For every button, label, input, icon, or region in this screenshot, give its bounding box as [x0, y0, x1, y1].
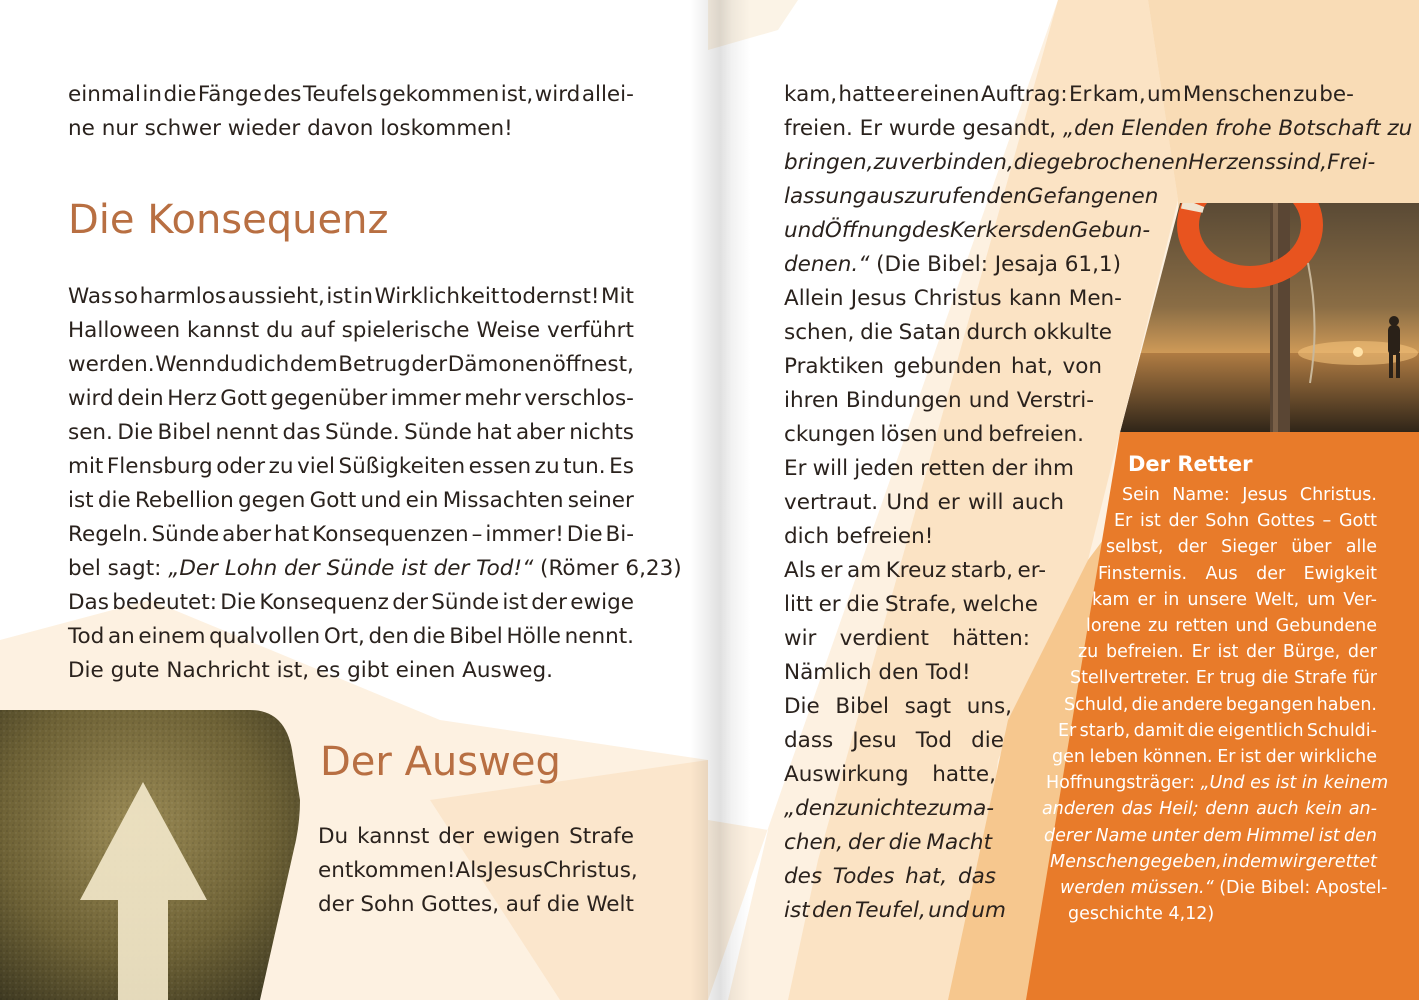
bible-quote: „Und es ist in keinem: [1200, 773, 1389, 794]
text-line: [784, 248, 1154, 282]
text-line: sen. Die Bibel nennt das Sünde. Sünde hat aber nichts: [68, 420, 634, 445]
text-line: wir verdient hätten:: [784, 626, 1030, 651]
text-fragment: freien. Er wurde gesandt,: [784, 116, 1063, 141]
box-line: [1060, 875, 1388, 901]
arrow-road-photo: [0, 710, 300, 1000]
box-line: Stellvertreter. Er trug die Strafe für: [1070, 668, 1377, 689]
konsequenz-paragraph: [68, 280, 682, 688]
box-line: selbst, der Sieger über alle: [1106, 537, 1377, 558]
lifebuoy-sunset-photo: [1120, 203, 1419, 433]
text-line: werden. Wenn du dich dem Betrug der Dämonen öffnest,: [68, 352, 634, 377]
text-line: dass Jesu Tod die: [784, 728, 1004, 753]
right-quote-paragraph: [784, 180, 1159, 282]
text-line: vertraut. Und er will auch: [784, 490, 1064, 515]
text-line: einmal in die Fänge des Teufels gekommen ist, wird allei-: [68, 82, 634, 107]
box-line: kam er in unsere Welt, um Ver-: [1092, 589, 1377, 610]
text-line: Nämlich den Tod!: [784, 660, 971, 685]
bible-reference: (Die Bibel: Apostel-: [1213, 878, 1388, 899]
text-line: ne nur schwer wieder davon loskommen!: [68, 116, 513, 141]
text-line: Du kannst der ewigen Strafe: [318, 824, 634, 849]
box-line: Schuld, die andere begangen haben.: [1064, 694, 1377, 715]
text-line: kam, hatte er einen Auftrag: Er kam, um Menschen zu be-: [784, 82, 1354, 107]
box-line: gen leben können. Er ist der wirkliche: [1052, 747, 1377, 768]
text-line: wird dein Herz Gott gegenüber immer mehr verschlos-: [68, 386, 634, 411]
text-line: Praktiken gebunden hat, von: [784, 354, 1102, 379]
text-line: Was so harmlos aussieht, ist in Wirklichkeit todernst! Mit: [68, 284, 634, 309]
right-top-paragraph: [784, 78, 1413, 180]
text-line: Die Bibel sagt uns,: [784, 694, 1012, 719]
text-line: ckungen lösen und befreien.: [784, 422, 1084, 447]
heading-die-konsequenz: Die Konsequenz: [68, 197, 389, 243]
box-line: lorene zu retten und Gebundene: [1086, 616, 1377, 637]
box-line: geschichte 4,12): [1068, 904, 1215, 925]
bible-quote: „den Elenden frohe Botschaft zu: [1062, 116, 1413, 141]
bible-quote-line: chen, der die Macht: [784, 830, 992, 855]
box-line: [1046, 770, 1389, 796]
bible-quote: denen.“: [784, 252, 870, 277]
text-line: Auswirkung hatte,: [784, 762, 996, 787]
box-text: [708, 482, 1389, 927]
bible-quote: werden müssen.“: [1060, 878, 1214, 899]
box-line: Sein Name: Jesus Christus.: [1122, 485, 1377, 505]
bible-quote-line: des Todes hat, das: [784, 864, 996, 889]
text-fragment: Hoffnungsträger:: [1046, 773, 1201, 794]
box-quote-line: derer Name unter dem Himmel ist den: [1044, 825, 1377, 846]
text-line: entkommen! Als Jesus Christus,: [318, 858, 638, 883]
text-line: schen, die Satan durch okkulte: [784, 320, 1112, 345]
text-fragment: bel sagt:: [68, 556, 169, 581]
text-line: dich befreien!: [784, 524, 934, 549]
intro-paragraph: [68, 78, 634, 146]
text-line: Er will jeden retten der ihm: [784, 456, 1074, 481]
bible-quote-line: ist den Teufel, und um: [784, 898, 1006, 923]
bible-quote: „Der Lohn der Sünde ist der Tod!“: [168, 556, 534, 581]
bible-quote-line: und Öffnung des Kerkers den Gebun-: [784, 218, 1151, 243]
text-line: Die gute Nachricht ist, es gibt einen Ausweg.: [68, 658, 553, 683]
box-quote-line: Menschen gegeben, in dem wir gerettet: [1050, 851, 1377, 872]
bible-reference: (Die Bibel: Jesaja 61,1): [869, 252, 1121, 277]
left-page: [0, 0, 708, 1000]
text-line: litt er die Strafe, welche: [784, 592, 1038, 617]
text-line: Als er am Kreuz starb, er-: [784, 558, 1046, 583]
text-line: [784, 112, 1413, 146]
box-line: Er ist der Sohn Gottes – Gott: [1114, 511, 1377, 532]
box-line: Er starb, damit die eigentlich Schuldi-: [1058, 720, 1377, 741]
text-line: ist die Rebellion gegen Gott und ein Missachten seiner: [68, 488, 634, 513]
text-line: der Sohn Gottes, auf die Welt: [318, 892, 634, 917]
text-line: Tod an einem qualvollen Ort, den die Bibel Hölle nennt.: [68, 624, 634, 649]
ausweg-paragraph: [318, 820, 638, 922]
heading-der-ausweg: Der Ausweg: [320, 739, 561, 785]
bible-quote-line: „den zunichte zu ma-: [784, 796, 995, 821]
box-line: Finsternis. Aus der Ewigkeit: [1098, 563, 1377, 584]
box-line: zu befreien. Er ist der Bürge, der: [1078, 642, 1377, 663]
text-line: mit Flensburg oder zu viel Süßigkeiten essen zu tun. Es: [68, 454, 634, 479]
text-line: Das bedeutet: Die Konsequenz der Sünde ist der ewige: [68, 590, 634, 615]
text-line: Regeln. Sünde aber hat Konsequenzen – immer! Die Bi-: [68, 522, 634, 547]
text-line: Halloween kannst du auf spielerische Weise verführt: [68, 318, 634, 343]
text-line: ihren Bindungen und Verstri-: [784, 388, 1094, 413]
right-page: [708, 0, 1419, 1000]
bible-quote-line: lassung auszurufen den Gefangenen: [784, 184, 1159, 209]
text-line: [68, 552, 682, 586]
box-quote-line: anderen das Heil; denn auch kein an-: [1042, 799, 1377, 820]
text-line: Allein Jesus Christus kann Men-: [784, 286, 1122, 311]
bible-reference: (Römer 6,23): [533, 556, 682, 581]
bible-quote-line: bringen, zu verbinden, die gebrochenen Herzens sind, Frei-: [784, 150, 1376, 175]
box-title: Der Retter: [1128, 452, 1253, 476]
